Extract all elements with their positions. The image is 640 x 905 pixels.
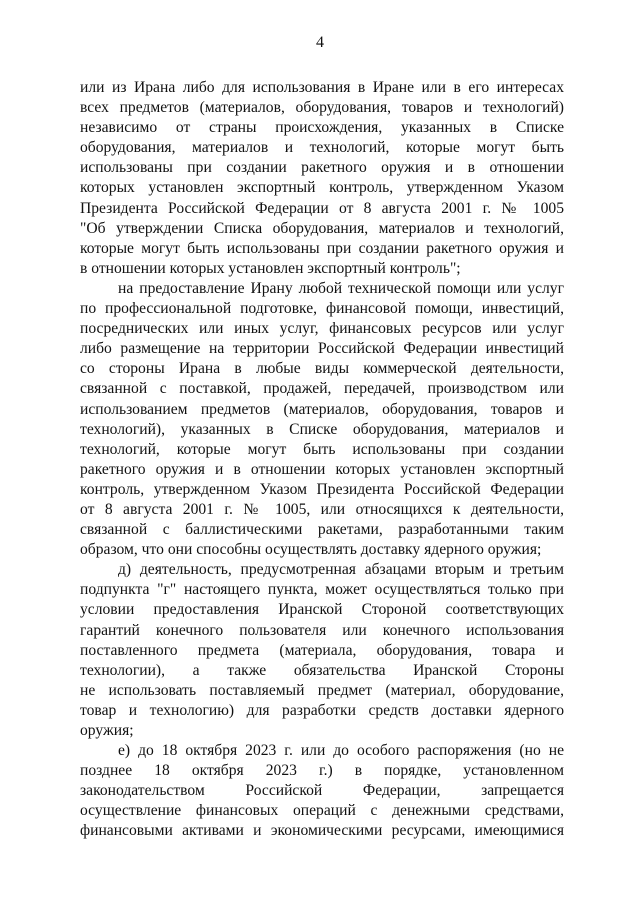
document-body <box>80 78 564 842</box>
text-line: которых установлен экспортный контроль, утвержденном Указом <box>80 179 564 197</box>
text-line: связанной с баллистическими ракетами, разработанными таким <box>80 521 564 539</box>
text-line: оружия; <box>80 722 134 739</box>
text-line: использованы при создании ракетного оружия и в отношении <box>80 159 564 177</box>
text-line: контроль, утвержденном Указом Президента Российской Федерации <box>80 480 564 498</box>
text-line: законодательством Российской Федерации, запрещается <box>80 782 564 800</box>
text-line: в отношении которых установлен экспортный контроль"; <box>80 259 461 277</box>
text-line: Президента Российской Федерации от 8 августа 2001 г. № 1005 <box>80 199 564 217</box>
text-line: технологий), указанных в Списке оборудования, материалов и <box>80 420 564 438</box>
text-line: поставленного предмета (материала, оборудования, товара и <box>80 641 564 659</box>
text-line: всех предметов (материалов, оборудования, товаров и технологий) <box>80 99 564 117</box>
text-line: условии предоставления Иранской Стороной соответствующих <box>80 601 564 619</box>
text-line: товар и технологию) для разработки средств доставки ядерного <box>80 701 564 719</box>
text-line: "Об утверждении Списка оборудования, материалов и технологий, <box>80 219 564 237</box>
text-line: от 8 августа 2001 г. № 1005, или относящихся к деятельности, <box>80 500 564 518</box>
text-line: е) до 18 октября 2023 г. или до особого распоряжения (но не <box>118 742 564 760</box>
text-line: связанной с поставкой, продажей, передачей, производством или <box>80 380 564 398</box>
text-line: независимо от страны происхождения, указанных в Списке <box>80 119 564 137</box>
text-line: ракетного оружия и в отношении которых установлен экспортный <box>80 460 564 478</box>
text-line: со стороны Ирана в любые виды коммерческой деятельности, <box>80 360 564 378</box>
text-line: по профессиональной подготовке, финансовой помощи, инвестиций, <box>80 300 564 318</box>
text-line: использованием предметов (материалов, оборудования, товаров и <box>80 400 564 418</box>
text-line: либо размещение на территории Российской Федерации инвестиций <box>80 340 564 358</box>
text-line: осуществление финансовых операций с денежными средствами, <box>80 802 564 820</box>
text-line: позднее 18 октября 2023 г.) в порядке, установленном <box>80 762 564 780</box>
text-line: гарантий конечного пользователя или конечного использования <box>80 621 564 639</box>
page-number: 4 <box>316 34 324 51</box>
text-line: образом, что они способны осуществлять доставку ядерного оружия; <box>80 541 542 559</box>
text-line: оборудования, материалов и технологий, которые могут быть <box>80 139 564 157</box>
text-line: финансовыми активами и экономическими ресурсами, имеющимися <box>80 822 564 840</box>
text-line: посреднических или иных услуг, финансовых ресурсов или услуг <box>80 320 564 338</box>
text-line: технологий, которые могут быть использованы при создании <box>80 440 564 458</box>
text-line: подпункта "г" настоящего пункта, может осуществляться только при <box>80 581 564 599</box>
text-line: технологии), а также обязательства Иранской Стороны <box>80 661 564 679</box>
text-line: не использовать поставляемый предмет (материал, оборудование, <box>80 681 564 699</box>
text-line: на предоставление Ирану любой технической помощи или услуг <box>118 279 564 297</box>
text-line: или из Ирана либо для использования в Иране или в его интересах <box>80 79 564 96</box>
text-line: которые могут быть использованы при создании ракетного оружия и <box>80 239 564 257</box>
text-line: д) деятельность, предусмотренная абзацами вторым и третьим <box>118 561 564 579</box>
